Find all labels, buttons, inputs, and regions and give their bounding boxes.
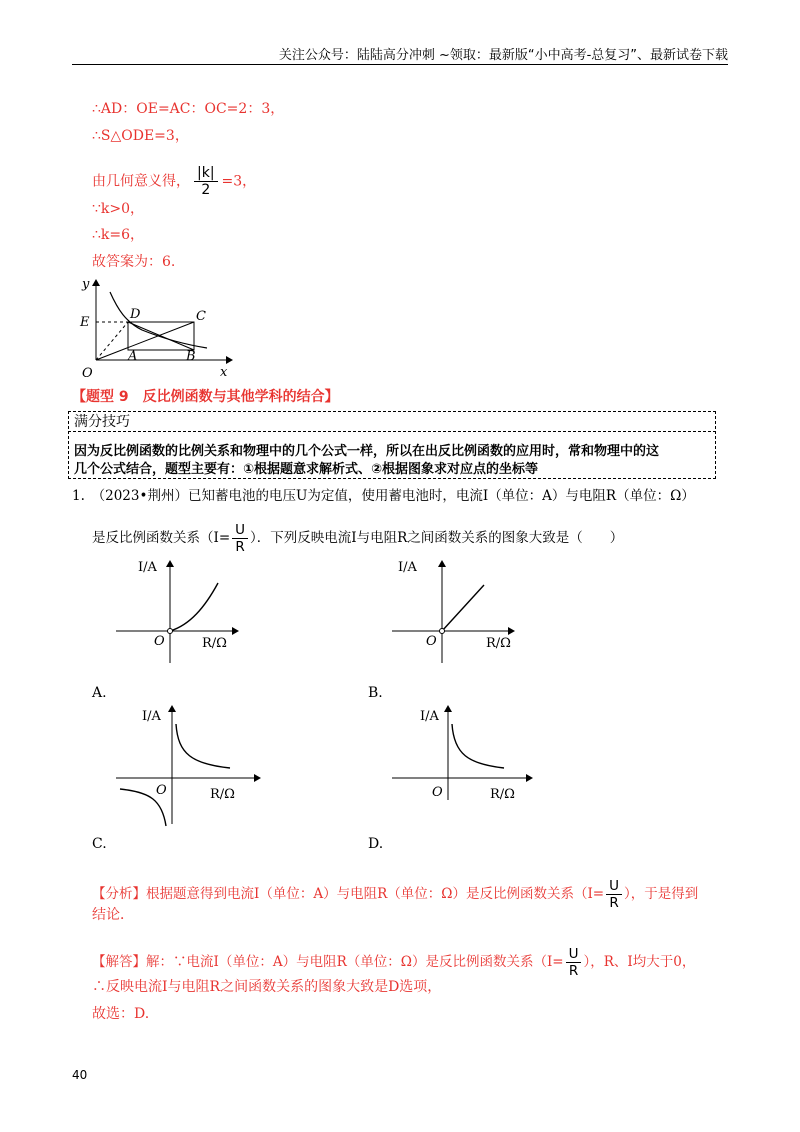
- solution-line-4: ∵k>0，: [92, 201, 145, 217]
- curve-d: [452, 724, 504, 768]
- answer-line-2: ∴反映电流I与电阻R之间函数关系的图象大致是D选项，: [92, 979, 442, 995]
- fraction-numerator: U: [566, 946, 582, 963]
- answer-line-1: [92, 946, 695, 979]
- open-origin-point: [440, 629, 445, 634]
- option-d-label[interactable]: D.: [368, 836, 384, 852]
- curve-c-q1: [176, 724, 230, 768]
- u-over-r-fraction: [232, 522, 248, 555]
- solution-line-3-prefix: 由几何意义得，: [92, 173, 190, 190]
- section-title: 【题型 9 反比例函数与其他学科的结合】: [72, 389, 339, 405]
- question-line-2-prefix: 是反比例函数关系（I=: [92, 530, 231, 546]
- solution-line-3: [92, 165, 256, 198]
- y-axis-label: I/A: [398, 560, 417, 575]
- option-b-label[interactable]: B.: [368, 685, 383, 701]
- label-o: O: [82, 366, 93, 381]
- solution-line-3-suffix: =3，: [221, 173, 257, 190]
- y-axis-label: I/A: [420, 709, 439, 724]
- segment-oc: [96, 322, 194, 360]
- x-axis-label: R/Ω: [210, 787, 235, 802]
- answer-line-3: 故选：D.: [92, 1006, 150, 1022]
- analysis-line-2: 结论．: [92, 907, 134, 923]
- line-b: [442, 585, 484, 631]
- fraction-numerator: |k|: [194, 165, 218, 182]
- curve-a: [170, 583, 218, 631]
- question-line-2-suffix: ）．下列反映电流I与电阻R之间函数关系的图象大致是（ ）: [250, 530, 624, 546]
- tip-title: 满分技巧: [74, 414, 130, 430]
- option-c-label[interactable]: C.: [92, 836, 107, 852]
- option-c-graph: [110, 700, 270, 828]
- page-header: 关注公众号：陆陆高分冲刺 ~领取：最新版“小中高考-总复习”、最新试卷下载: [278, 48, 728, 63]
- analysis-line-1: [92, 878, 698, 911]
- x-axis-label: R/Ω: [490, 787, 515, 802]
- label-x: x: [220, 365, 228, 380]
- question-line-2: [92, 522, 623, 555]
- u-over-r-fraction: [566, 946, 582, 979]
- origin-label: O: [154, 634, 165, 649]
- question-line-1: 1. （2023•荆州）已知蓄电池的电压U为定值，使用蓄电池时，电流I（单位：A）与电阻R（单位：Ω）: [72, 488, 695, 504]
- hyperbola-curve: [110, 292, 207, 348]
- u-over-r-fraction: [606, 878, 622, 911]
- fraction-numerator: U: [606, 878, 622, 895]
- tip-body-line-2: 几个公式结合，题型主要有：①根据题意求解析式、②根据图象求对应点的坐标等: [74, 462, 539, 477]
- answer-suffix: ），R、I均大于0，: [583, 954, 696, 970]
- option-d-graph: [386, 700, 546, 828]
- label-c: C: [196, 309, 206, 324]
- page-number: 40: [72, 1068, 88, 1082]
- origin-label: O: [156, 783, 167, 798]
- fraction-denominator: R: [235, 539, 245, 555]
- header-rule: [72, 64, 728, 65]
- tip-body-line-1: 因为反比例函数的比例关系和物理中的几个公式一样，所以在出反比例函数的应用时，常和物理中的这: [74, 444, 660, 459]
- open-origin-point: [168, 629, 173, 634]
- origin-label: O: [432, 785, 443, 800]
- fraction-denominator: R: [568, 963, 579, 979]
- tip-separator: [68, 431, 716, 432]
- label-a: A: [128, 349, 138, 364]
- solution-line-2: ∴S△ODE=3，: [92, 128, 189, 144]
- option-b-graph: [386, 555, 526, 665]
- label-d: D: [130, 307, 141, 322]
- x-axis-label: R/Ω: [202, 636, 227, 651]
- analysis-prefix: 【分析】根据题意得到电流I（单位：A）与电阻R（单位：Ω）是反比例函数关系（I=: [92, 886, 605, 902]
- solution-line-1: ∴AD：OE=AC：OC=2：3，: [92, 101, 285, 117]
- fraction-denominator: 2: [201, 182, 211, 198]
- y-axis-label: I/A: [142, 709, 161, 724]
- solution-line-6: 故答案为：6.: [92, 254, 176, 270]
- option-a-label[interactable]: A.: [92, 685, 107, 701]
- label-e: E: [80, 315, 90, 330]
- y-axis-label: I/A: [138, 560, 157, 575]
- option-a-graph: [110, 555, 250, 665]
- analysis-suffix: ），于是得到: [623, 886, 699, 902]
- abs-k-over-2: [194, 165, 218, 198]
- x-axis-label: R/Ω: [486, 636, 511, 651]
- solution-line-5: ∴k=6，: [92, 227, 145, 243]
- origin-label: O: [426, 634, 437, 649]
- hyperbola-rectangle-figure: [72, 274, 242, 382]
- answer-prefix: 【解答】解：∵电流I（单位：A）与电阻R（单位：Ω）是反比例函数关系（I=: [92, 954, 564, 970]
- fraction-numerator: U: [232, 522, 248, 539]
- label-b: B: [186, 349, 196, 364]
- fraction-denominator: R: [609, 895, 619, 911]
- label-y: y: [82, 277, 90, 292]
